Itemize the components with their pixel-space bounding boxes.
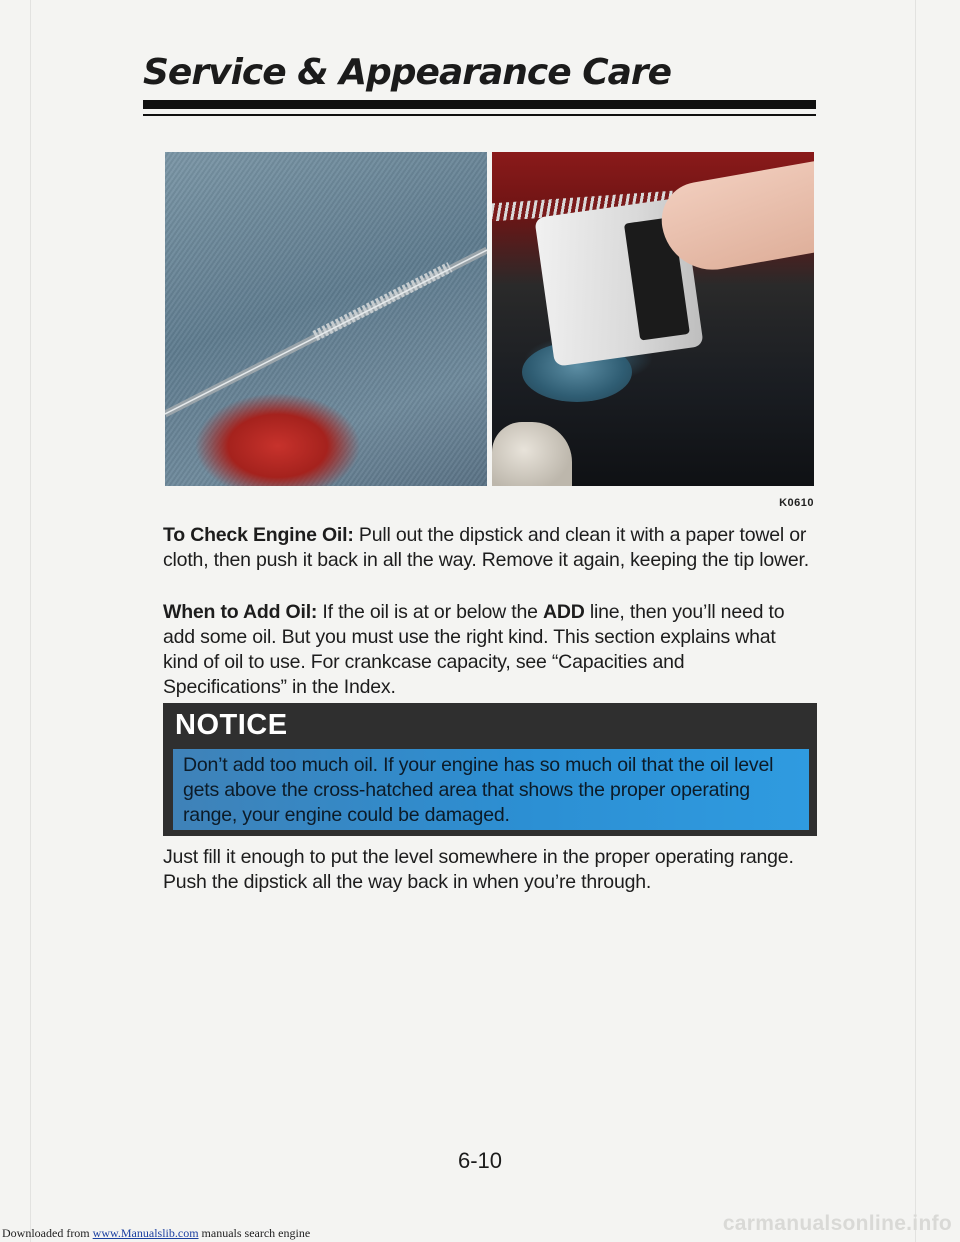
check-oil-paragraph (163, 523, 813, 573)
title-rule-thin (143, 114, 816, 116)
title-rule-thick (143, 100, 816, 109)
dipstick-icon (165, 152, 487, 486)
notice-text: Don’t add too much oil. If your engine has so much oil that the oil level gets above the cross-hatched area that shows the proper operating range, your engine could be damaged. (183, 754, 774, 826)
download-footer (2, 1226, 310, 1241)
add-oil-paragraph (163, 600, 813, 700)
check-oil-lead: To Check Engine Oil: (163, 524, 354, 546)
add-oil-text-2: line, then you’ll need to add some oil. But you must use the right kind. This section explains what kind of oil to use. For crankcase capacity, see “Capacities and Specifications” in the Index. (163, 601, 785, 698)
add-oil-lead: When to Add Oil: (163, 601, 318, 623)
add-line-label: ADD (542, 601, 585, 623)
fill-paragraph: Just fill it enough to put the level somewhere in the proper operating range. Push the dipstick all the way back in when you’re through. (163, 846, 794, 893)
page-edge-right (915, 0, 916, 1242)
adding-oil-photo (492, 152, 814, 486)
notice-title: NOTICE (175, 709, 288, 741)
page-number: 6-10 (457, 1148, 503, 1173)
dipstick-photo (165, 152, 487, 486)
rag-icon (492, 422, 572, 486)
footer-suffix: manuals search engine (198, 1226, 311, 1240)
manualslib-link[interactable]: www.Manualslib.com (92, 1226, 199, 1240)
figure-code: K0610 (779, 497, 814, 509)
watermark-text: carmanualsonline.info (722, 1212, 952, 1235)
check-oil-text: Pull out the dipstick and clean it with a paper towel or cloth, then push it back in all the way. Remove it again, keeping the tip lower. (163, 524, 809, 571)
section-title: Service & Appearance Care (143, 52, 672, 93)
notice-box (163, 703, 817, 836)
page-edge-left (30, 0, 31, 1242)
add-oil-text-1: If the oil is at or below the (317, 601, 543, 623)
footer-prefix: Downloaded from (2, 1226, 93, 1240)
